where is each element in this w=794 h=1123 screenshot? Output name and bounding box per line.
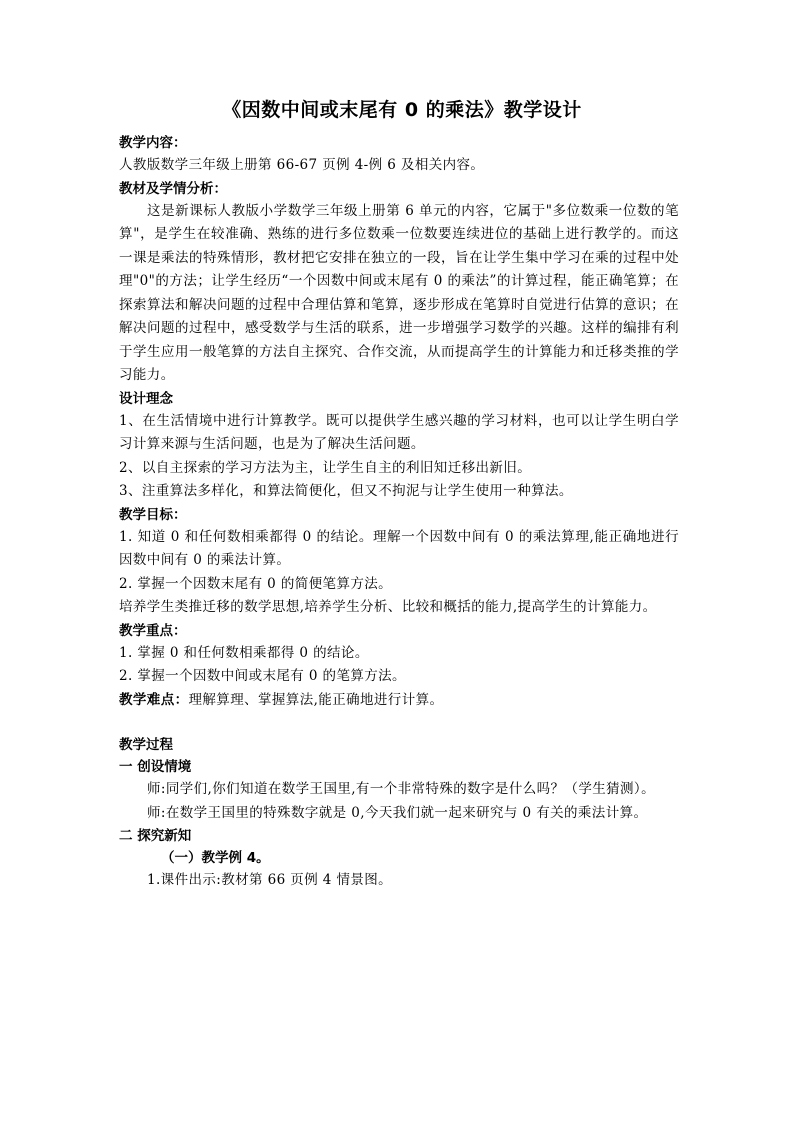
- spacer: [119, 712, 679, 734]
- document-title: 《因数中间或末尾有 0 的乘法》教学设计: [222, 99, 582, 121]
- concept-heading: 设计理念: [119, 390, 173, 407]
- key-item-2: 2. 掌握一个因数中间或末尾有 0 的笔算方法。: [119, 668, 406, 684]
- process-heading: 教学过程: [119, 737, 173, 753]
- goal-item-2: 2. 掌握一个因数末尾有 0 的简便笔算方法。: [119, 575, 393, 592]
- goals-heading: 教学目标：: [119, 506, 187, 523]
- section2-heading: 二 探究新知: [119, 828, 192, 844]
- goal-item-3: 培养学生类推迁移的数学思想,培养学生分析、比较和概括的能力,提高学生的计算能力。: [119, 599, 657, 615]
- content-heading: 教学内容：: [119, 135, 187, 151]
- concept-item-3: 3、注重算法多样化，和算法简便化，但又不拘泥与让学生使用一种算法。: [119, 483, 573, 499]
- document-page: [119, 97, 679, 893]
- section1-heading: 一 创设情境: [119, 759, 192, 775]
- analysis-text: 这是新课标人教版小学数学三年级上册第 6 单元的内容，它属于"多位数乘一位数的笔算"，是学生在较准确、熟练的进行多位数乘一位数要连续进位的基础上进行教学的。而这一课是乘法的特殊情形，教材把它安排在独立的一段，旨在让学生集中学习在乘的过程中处理"0"的方法；让学生经历“一个因数中间或末尾有 0 的乘法”的计算过程，能正确笔算；在探索算法和解决问题的过程中合理估算和笔算，逐步形成在笔算时自觉进行估算的意识；在解决问题的过程中，感受数学与生活的联系，进一步增强学习数学的兴趣。这样的编排有利于学生应用一般笔算的方法自主探究、合作交流，从而提高学生的计算能力和迁移类推的学习能力。: [119, 202, 679, 383]
- concept-item-1: 1、在生活情境中进行计算教学。既可以提供学生感兴趣的学习材料，也可以让学生明白学习计算来源与生活问题，也是为了解决生活问题。: [119, 412, 679, 452]
- difficulty-label: 教学难点：: [119, 691, 189, 708]
- goal-item-1: 1. 知道 0 和任何数相乘都得 0 的结论。理解一个因数中间有 0 的乘法算理,能正确地进行因数中间有 0 的乘法计算。: [119, 528, 679, 568]
- section1-paragraph-2: 师:在数学王国里的特殊数字就是 0,今天我们就一起来研究与 0 有关的乘法计算。: [147, 804, 648, 821]
- key-heading: 教学重点：: [119, 622, 187, 639]
- section2-subheading: （一）教学例 4。: [161, 850, 270, 866]
- difficulty-text: 理解算理、掌握算法,能正确地进行计算。: [188, 691, 444, 708]
- section1-paragraph-1: 师:同学们,你们知道在数学王国里,有一个非常特殊的数字是什么吗？（学生猜测）。: [147, 781, 655, 797]
- key-item-1: 1. 掌握 0 和任何数相乘都得 0 的结论。: [119, 644, 369, 661]
- difficulty-line: [119, 689, 679, 713]
- concept-item-2: 2、以自主探索的学习方法为主，让学生自主的利旧知迁移出新旧。: [119, 459, 532, 476]
- section2-item-1: 1.课件出示:教材第 66 页例 4 情景图。: [147, 872, 393, 888]
- content-text: 人教版数学三年级上册第 66-67 页例 4-例 6 及相关内容。: [119, 157, 485, 173]
- analysis-heading: 教材及学情分析：: [119, 180, 227, 197]
